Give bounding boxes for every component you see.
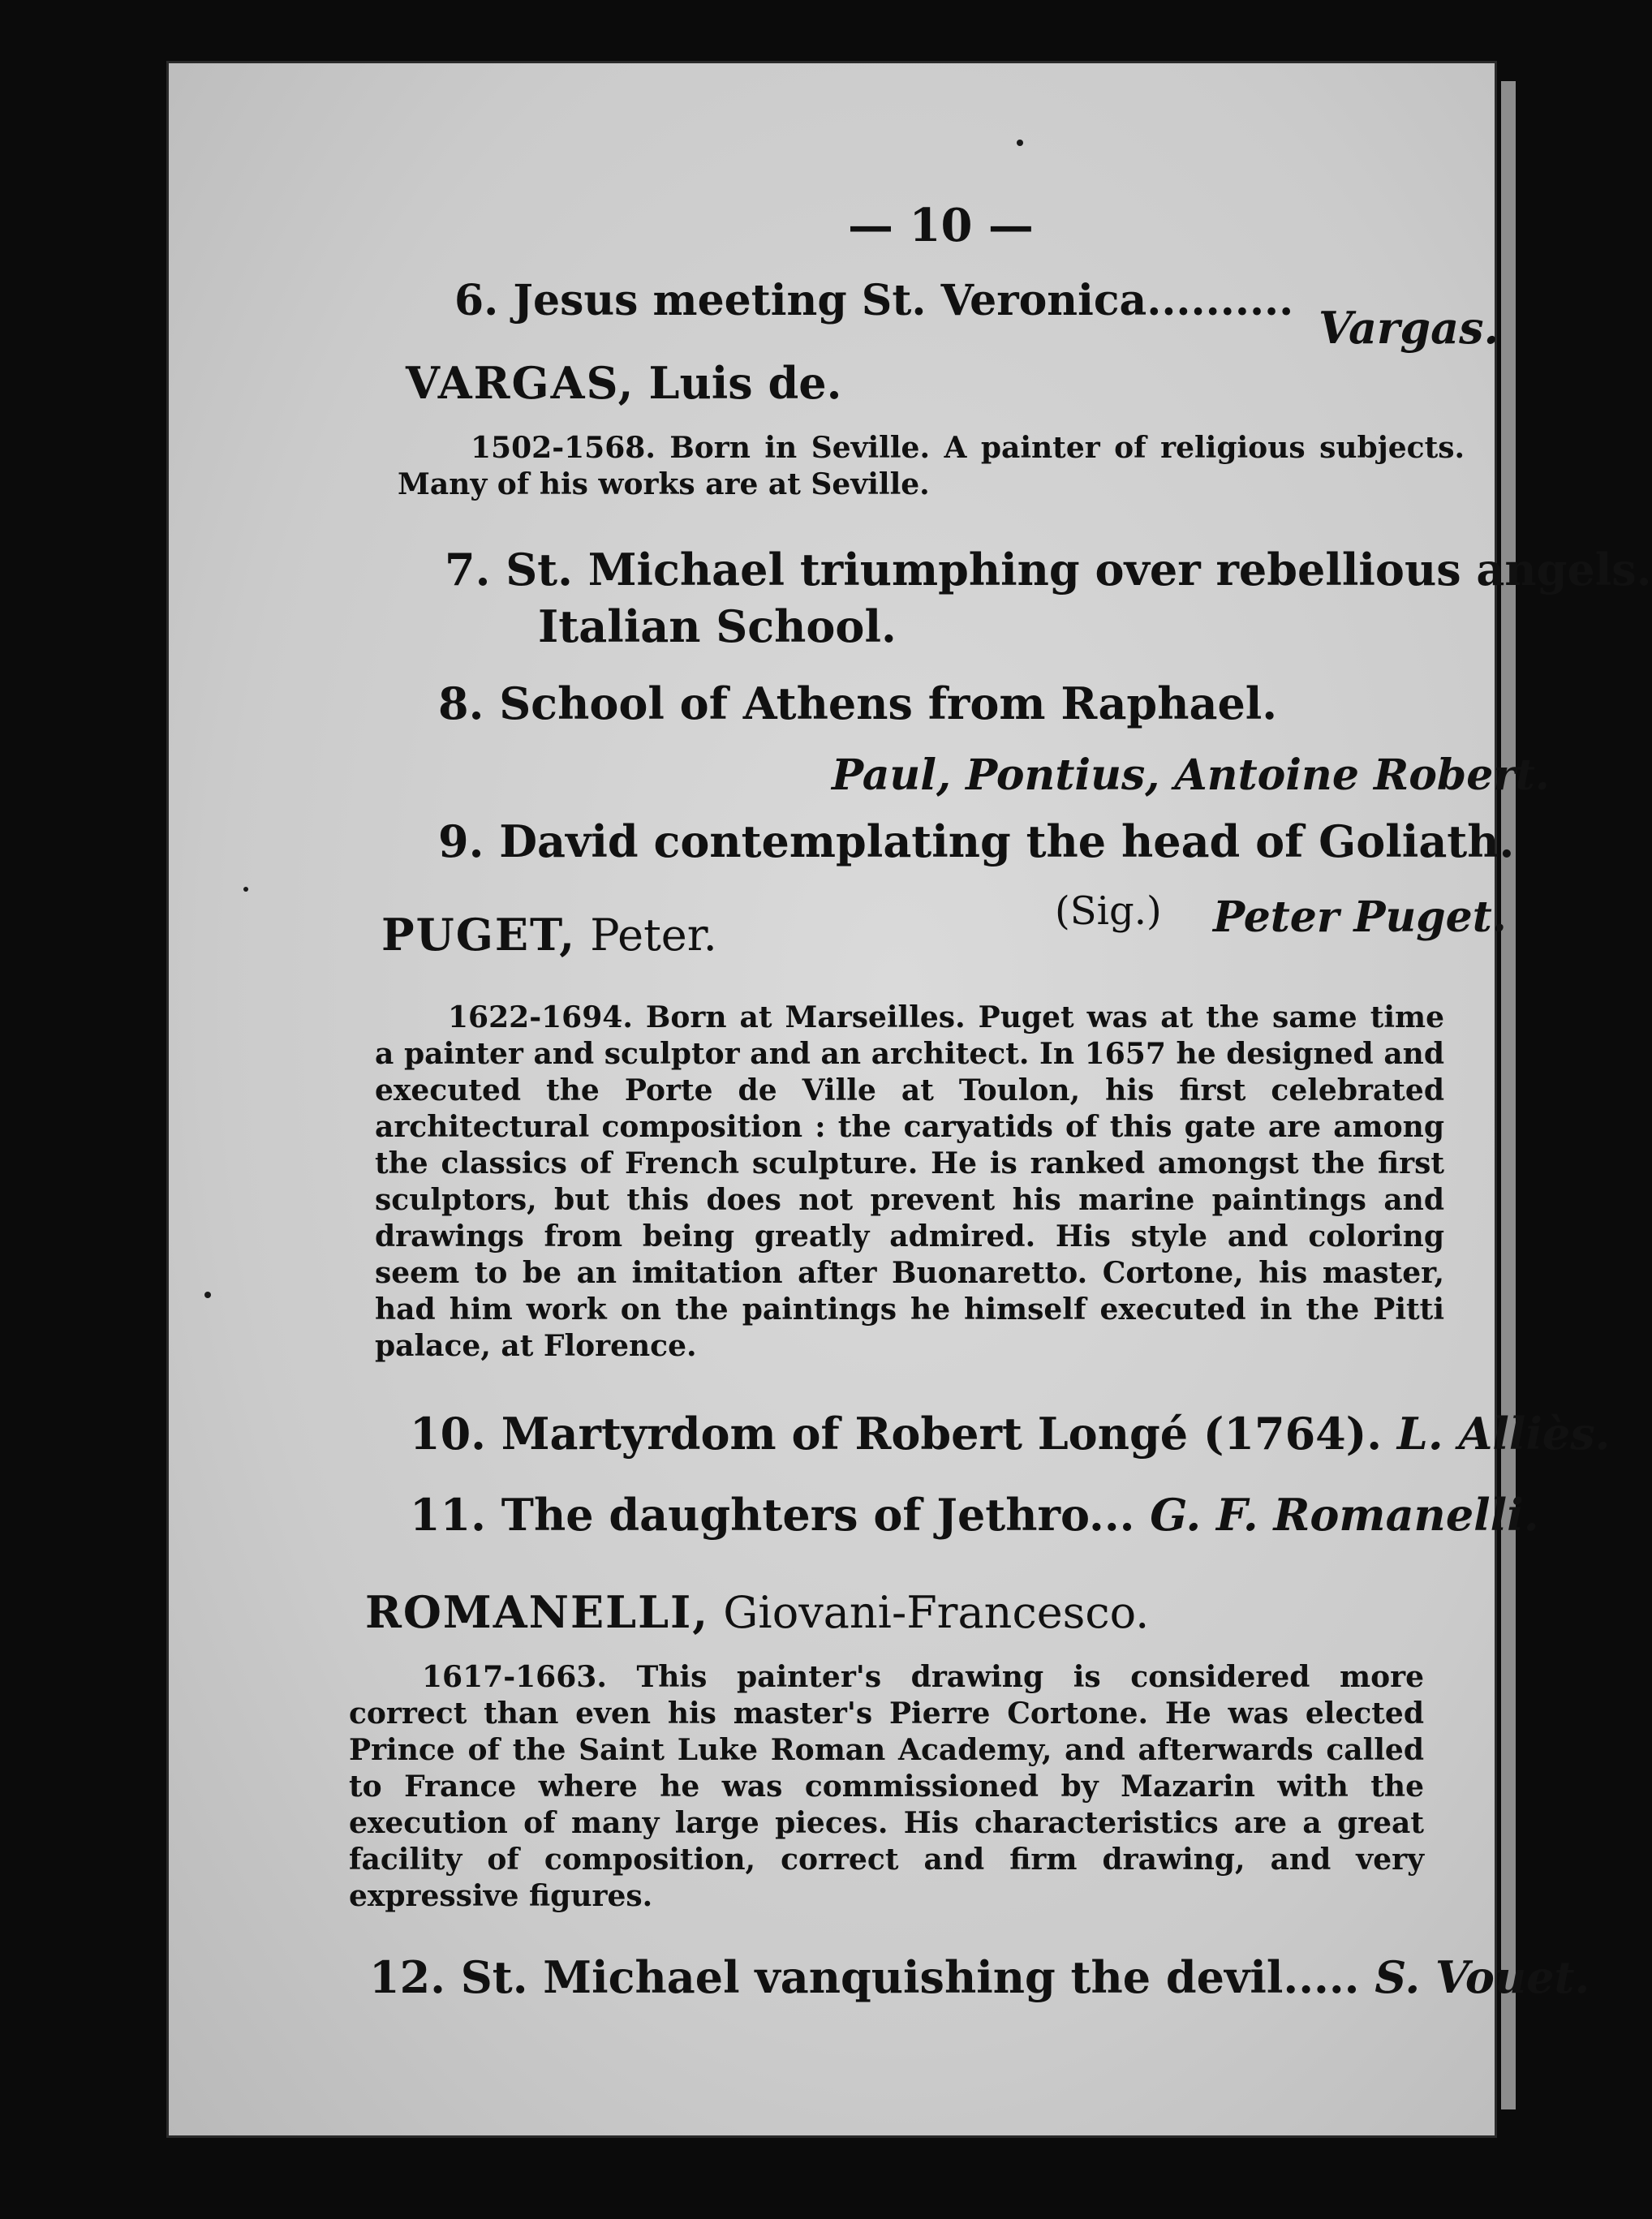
artist-surname: ROMANELLI, [365,1586,710,1638]
entry-artist: L. Alliès. [1396,1408,1611,1460]
entry-title: Martyrdom of Robert Longé (1764). [501,1408,1383,1460]
artist-heading-puget [381,909,717,961]
catalog-entry-10 [410,1408,1610,1460]
catalog-entry-12 [369,1951,1590,2003]
catalog-entry-8 [438,677,1277,729]
entry-number: 8. [438,677,484,729]
page-edge [1501,81,1516,2109]
entry-number: 10. [410,1408,486,1460]
catalog-entry-9 [438,815,1514,867]
bio-text: 1502-1568. Born in Seville. A painter of religious subjects. Many of his works are at Seville. [398,431,1465,501]
artist-given-name: Giovani-Francesco. [723,1587,1150,1638]
entry-number: 9. [438,815,484,867]
artist-surname: PUGET, [381,909,577,961]
entry-artist: G. F. Romanelli. [1150,1489,1539,1541]
entry-artist: Vargas. [1319,302,1499,354]
ink-speck [243,887,248,892]
entry-title: The daughters of Jethro... [501,1489,1135,1541]
entry-title: Jesus meeting St. Veronica.......... [513,276,1294,325]
catalog-entry-6 [454,276,1293,325]
entry-title: St. Michael triumphing over rebellious angels. [505,544,1652,596]
entry-title: St. Michael vanquishing the devil..... [460,1951,1360,2003]
artist-heading-vargas [406,357,841,409]
artist-given-name: Luis de. [648,357,842,409]
entry-number: 6. [454,276,499,325]
artist-bio-puget [375,1000,1444,1365]
artist-bio-vargas [398,430,1465,503]
entry-number: 12. [369,1951,445,2003]
entry-artist: S. Vouet. [1375,1951,1590,2003]
catalog-entry-11 [410,1489,1539,1541]
artist-heading-romanelli [365,1586,1149,1638]
entry-artist: Paul, Pontius, Antoine Robert. [832,750,1550,800]
artist-surname: VARGAS, [406,357,635,409]
artist-given-name: Peter. [590,910,717,961]
entry-number: 11. [410,1489,486,1541]
entry-title: David contemplating the head of Goliath. [499,815,1515,867]
ink-speck [1017,140,1023,146]
bio-text: 1622-1694. Born at Marseilles. Puget was at the same time a painter and sculptor and an architect. In 1657 he designed and executed the Porte de Ville at Toulon, his first celebrated architectural composition : the caryatids of this gate are among the classics of French sculpture. He is ranked amongst the first sculptors, but this does not prevent his marine paintings and drawings from being greatly admired. His style and coloring seem to be an imitation after Buonaretto. Cortone, his master, had him work on the paintings he himself executed in the Pitti palace, at Florence. [375,1000,1444,1363]
entry-number: 7. [445,544,491,596]
page-number: — 10 — [848,199,1034,252]
ink-speck [204,1292,211,1298]
entry-title: School of Athens from Raphael. [499,677,1278,729]
entry-artist: Peter Puget. [1213,892,1507,942]
bio-text: 1617-1663. This painter's drawing is considered more correct than even his master's Pierre Cortone. He was elected Prince of the Saint Luke Roman Academy, and afterwards called to France where he was commissioned by Mazarin with the execution of many large pieces. His characteristics are a great facility of composition, correct and firm drawing, and very expressive figures. [349,1660,1424,1913]
signature-note: (Sig.) [1055,888,1162,934]
catalog-entry-7 [445,544,1652,596]
artist-bio-romanelli [349,1659,1424,1915]
entry-school: Italian School. [538,600,897,652]
